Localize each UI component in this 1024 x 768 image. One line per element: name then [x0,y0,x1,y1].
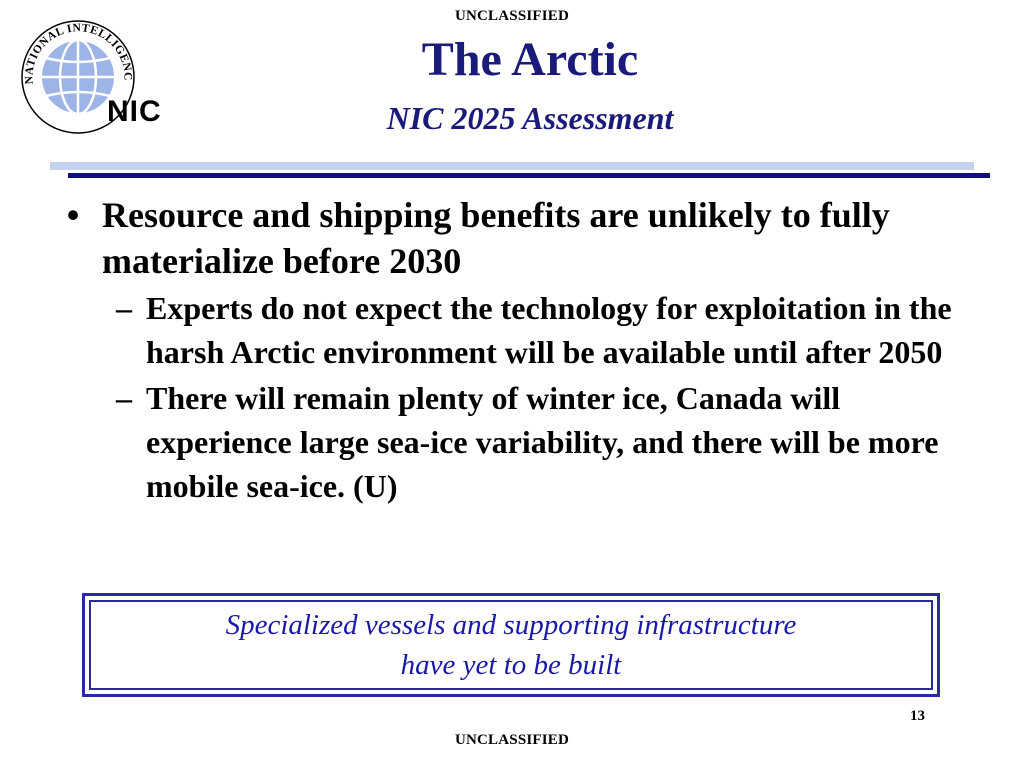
bullet-text: Resource and shipping benefits are unlikely to fully materialize before 2030 [102,195,890,281]
bottom-classification-banner: UNCLASSIFIED [454,732,570,748]
callout-line-1: Specialized vessels and supporting infrastructure [225,609,797,641]
page-subtitle: NIC 2025 Assessment [386,100,674,136]
sub-bullet-marker: – [116,380,132,416]
header-divider-light [50,162,974,170]
slide-content [58,192,988,508]
sub-bullet-text: There will remain plenty of winter ice, Canada will experience large sea-ice variability, and there will be more mobile sea-ice. (U) [146,380,939,504]
sub-bullet-marker: – [116,290,132,326]
header-divider-dark [68,173,990,178]
callout-box [82,593,940,697]
page-title: The Arctic [421,33,639,86]
top-classification-banner: UNCLASSIFIED [454,8,570,24]
page-number: 13 [910,708,925,724]
logo-ring-text: NATIONAL INTELLIGENC [23,22,134,85]
bullet-marker: • [66,195,80,235]
logo-abbrev: NIC [107,95,162,128]
callout-line-2: have yet to be built [400,649,622,681]
callout-inner-frame [89,600,933,690]
sub-bullet-text: Experts do not expect the technology for exploitation in the harsh Arctic environment will be available until after 2050 [146,290,952,370]
bullet-item [58,192,988,284]
sub-bullet-item [58,286,988,374]
sub-bullet-item [58,376,988,508]
